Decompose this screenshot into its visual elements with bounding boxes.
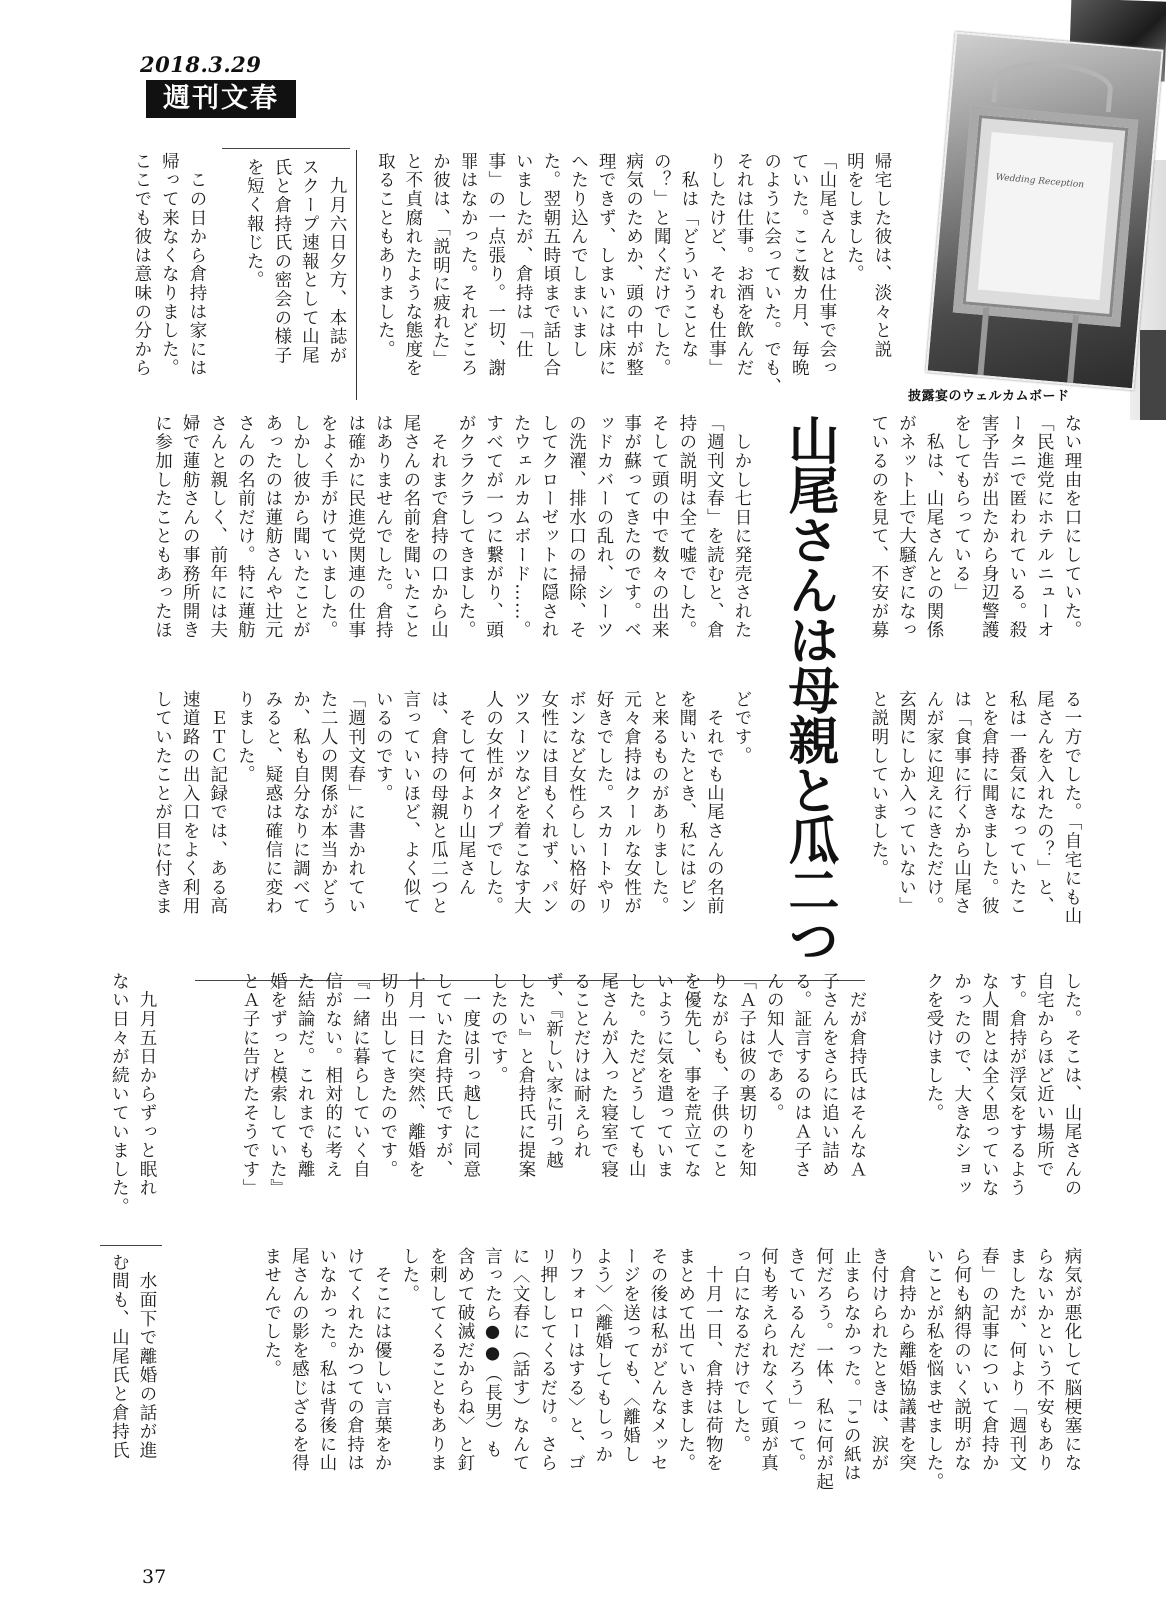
photo-caption: 披露宴のウェルカムボード bbox=[908, 389, 1070, 404]
middle-body-c: しかし七日に発売された 「週刊文春」を読むと、倉 持の説明は全て嘘でした。 そして頭の中で数々の出来 事が蘇ってきたのです。ベ ッドカバーの乱れ、シーツ の洗濯、排水口の掃除、そ してクローゼットに隠され たウェルカムボード……。 すべてが一つに繋がり、頭 がクラクラしてきました。 それまで倉持の口から山 尾さんの名前を聞いたこと はありませんでした。倉持 は確かに民進党関連の仕事 をよく手がけていました。 しかし彼から聞いたことが あったのは蓮舫さんや辻元 さんの名前だけ。特に蓮舫 さんと親しく、前年には夫 婦で蓮舫さんの事務所開き に参加したこともあったほ bbox=[152, 414, 752, 640]
welcome-board-card bbox=[978, 132, 1113, 300]
middle-body-a: ない理由を口にしていた。 「民進党にホテルニューオ ータニで匿われている。殺 害予告が出たから身辺警護 をしてもらっている」 私は、山尾さんとの関係 がネット上で大騒ぎになっ ているのを見て、不安が募 bbox=[868, 414, 1082, 640]
top-body-main: 帰宅した彼は、淡々と説 明をしました。 「山尾さんとは仕事で会っ ていた。ここ数カ月、毎晩 のように会っていた。でも、 それは仕事。お酒を飲んだ りしたけど、それも仕事」 私は「どういうことな の？」と聞くだけでした。 病気のためか、頭の中が整 理できず、しまいには床に へたり込んでしまいまし た。翌朝五時頃まで話し合 いましたが、倉持は「仕 事」の一点張り。一切、謝 罪はなかった。それどころ か彼は、「説明に疲れた」 と不貞腐れたような態度を 取ることもありました。 bbox=[375, 152, 892, 397]
easel-leg bbox=[1066, 315, 1079, 391]
issue-date: 2018.3.29 bbox=[140, 52, 262, 77]
section-rule bbox=[222, 148, 350, 149]
middle-body-d: どです。 それでも山尾さんの名前 を聞いたとき、私にはピン と来るものがありました。 元々倉持はクールな女性が 好きでした。スカートやリ ボンなど女性らしい格好の 女性には目もくれず、パン ツスーツなどを着こなす大 人の女性がタイプでした。 そして何より山尾さん は、倉持の母親と瓜二つと 言っていいほど、よく似て いるのです。 「週刊文春」に書かれてい た二人の関係が本当かどう か、私も自分なりに調べて みると、疑惑は確信に変わ りました。 ＥＴＣ記録では、ある高 速道路の出入口をよく利用 していたことが目に付きま bbox=[152, 690, 752, 916]
bottom-body-e: 水面下で離婚の話が進 む間も、山尾氏と倉持氏 bbox=[109, 1253, 157, 1460]
easel-ornament bbox=[991, 57, 1114, 112]
photo-edge-dark bbox=[1140, 330, 1166, 420]
top-body-note: 九月六日夕方、本誌が スクープ速報として山尾 氏と倉持氏の密会の様子 を短く報じた。 bbox=[244, 158, 347, 365]
welcome-board-frame bbox=[953, 105, 1138, 327]
section-rule bbox=[100, 1245, 162, 1246]
top-body-tail: この日から倉持は家には 帰って来なくなりました。 ここでも彼は意味の分から bbox=[131, 152, 207, 378]
welcome-board-photo bbox=[925, 32, 1163, 391]
page-number: 37 bbox=[142, 1566, 167, 1588]
middle-body-b: る一方でした。「自宅にも山 尾さんを入れたの？」と、 私は一番気になっていたこ とを倉持に聞きました。彼 は「食事に行くから山尾さ んが家に迎えにきただけ。 玄関にしか入っていない」 と説明していました。 bbox=[868, 690, 1082, 926]
bottom-body-b: だが倉持氏はそんなＡ 子さんをさらに追い詰め る。証言するのはＡ子さ んの知人である。 「Ａ子は彼の裏切りを知 りながらも、子供のこと を優先し、事を荒立てな いように気を遣っていま した。ただどうしても山 尾さんが入った寝室で寝 ることだけは耐えられ ず、『新しい家に引っ越 したい』と倉持氏に提案 したのです。 一度は引っ越しに同意 していた倉持氏ですが、 十月一日に突然、離婚を 切り出してきたのです。 『一緒に暮らしていく自 信がない。相対的に考え た結論だ。これまでも離 婚をずっと模索していた』 とＡ子に告げたそうです」 bbox=[239, 972, 867, 1198]
bottom-body-c: 九月五日からずっと眠れ ない日々が続いていました。 bbox=[109, 972, 157, 1217]
easel-leg bbox=[976, 307, 989, 387]
magazine-logo: 週刊文春 bbox=[146, 80, 296, 118]
bottom-body-d: 病気が悪化して脳梗塞にな らないかという不安もあり ましたが、何より「週刊文 春」の記事について倉持か ら何も納得のいく説明がな いことが私を悩ませました。 倉持から離婚協議書を突 き付けられたときは、涙が 止まらなかった。「この紙は 何だろう。一体、私に何が起 きているんだろう」って。 何も考えられなくて頭が真 っ白になるだけでした。 十月一日、倉持は荷物を まとめて出ていきました。 その後は私がどんなメッセ ージを送っても、〈離婚し よう〉〈離婚してもしっか りフォローはする〉と、ゴ リ押ししてくるだけ。さら に〈文春に（話す）なんて 言ったら●●（長男）も 含めて破滅だからね〉と釘 を刺してくることもありま した。 そこには優しい言葉をか けてくれたかつての倉持は いなかった。私は背後に山 尾さんの影を感じざるを得 ませんでした。 bbox=[261, 1247, 1082, 1492]
bottom-body-a: した。そこは、山尾さんの 自宅からほど近い場所で す。倉持が浮気をするよう な人間とは全く思っていな かったので、大きなショッ クを受けました。 bbox=[924, 972, 1082, 1198]
welcome-board-text: Wedding Reception bbox=[995, 172, 1085, 191]
headline: 山尾さんは母親と瓜二つ bbox=[779, 414, 838, 964]
column-rule bbox=[356, 150, 357, 400]
